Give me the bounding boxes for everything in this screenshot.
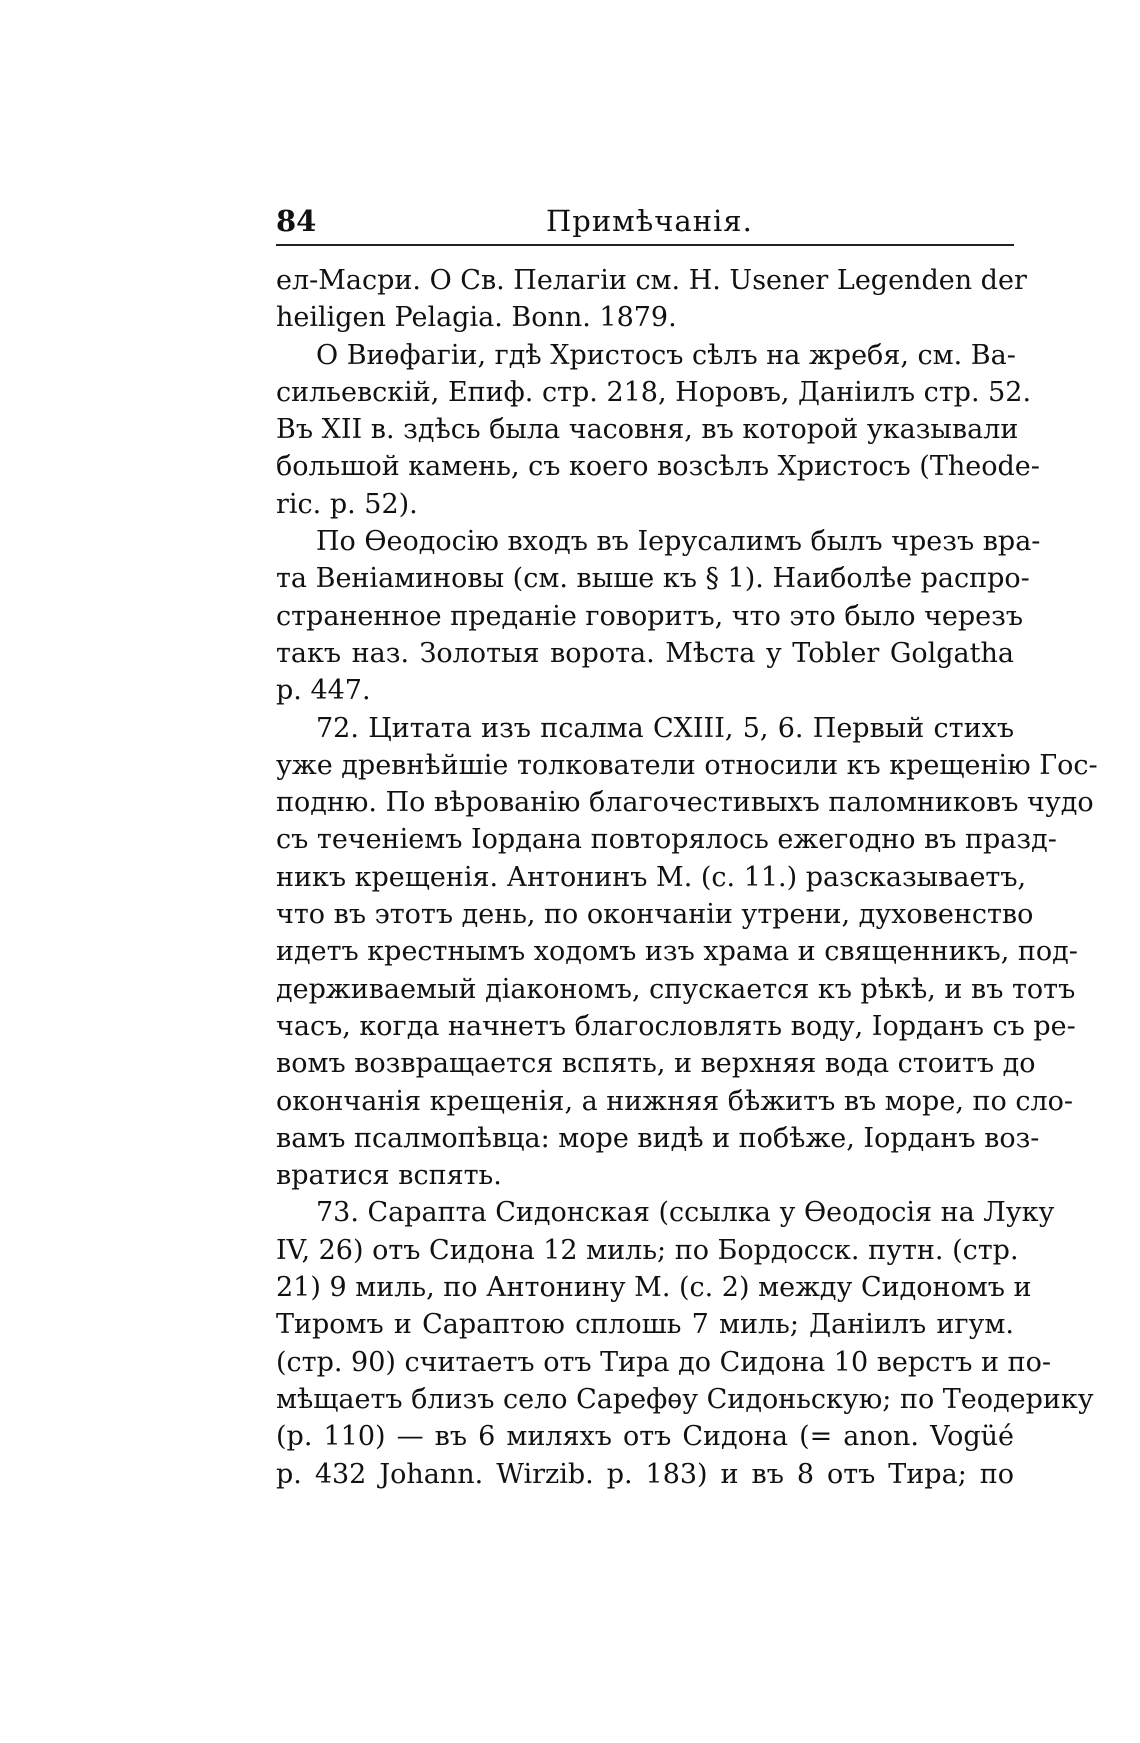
text-line: 21) 9 миль, по Антонину М. (с. 2) между Сидономъ и [276, 1272, 1032, 1304]
text-line: (стр. 90) считаетъ отъ Тира до Сидона 10 верстъ и по- [276, 1346, 1051, 1378]
text-line: p. 447. [276, 675, 371, 707]
text-line: heiligen Pelagia. Bonn. 1879. [276, 302, 677, 334]
text-line: окончанія крещенія, а нижняя бѣжитъ въ море, по сло- [276, 1085, 1073, 1117]
text-line: та Веніаминовы (см. выше къ § 1). Наиболѣе распро- [276, 563, 1030, 595]
page-number: 84 [276, 204, 317, 238]
text-line: никъ крещенія. Антонинъ М. (с. 11.) разсказываетъ, [276, 861, 1027, 893]
text-line: 72. Цитата изъ псалма CXIII, 5, 6. Первый стихъ [316, 712, 1014, 744]
text-line: сильевскій, Епиф. стр. 218, Норовъ, Даніилъ стр. 52. [276, 376, 1032, 408]
text-line: уже древнѣйшіе толкователи относили къ крещенію Гос- [276, 749, 1098, 781]
text-line: ric. p. 52). [276, 488, 418, 520]
text-line: подню. По вѣрованію благочестивыхъ паломниковъ чудо [276, 787, 1094, 819]
text-line: съ теченіемъ Іордана повторялось ежегодно въ празд- [276, 824, 1057, 856]
text-line: 73. Сарапта Сидонская (ссылка у Ѳеодосія на Луку [316, 1197, 1055, 1229]
text-line: что въ этотъ день, по окончаніи утрени, духовенство [276, 899, 1034, 931]
text-line: IV, 26) отъ Сидона 12 миль; по Бордосск. путн. (стр. [276, 1234, 1019, 1266]
note-text [276, 262, 1098, 1493]
text-line: такъ наз. Золотыя ворота. Мѣста у Tobler Golgatha [276, 637, 1014, 669]
text-line: Тиромъ и Сараптою сплошь 7 миль; Даніилъ игум. [276, 1309, 1014, 1341]
text-line: мѣщаетъ близъ село Сарефѳу Сидоньскую; по Теодерику [276, 1383, 1094, 1415]
text-line: вамъ псалмопѣвца: море видѣ и побѣже, Іорданъ воз- [276, 1122, 1040, 1154]
page-title: Примѣчанія. [546, 204, 753, 238]
text-line: страненное преданіе говоритъ, что это было черезъ [276, 600, 1024, 632]
text-line: часъ, когда начнетъ благословлять воду, Іорданъ съ ре- [276, 1010, 1076, 1042]
text-line: вомъ возвращается вспять, и верхняя вода стоитъ до [276, 1048, 1036, 1080]
text-line: (p. 110) — въ 6 миляхъ отъ Сидона (= anon. Vogüé [276, 1421, 1014, 1453]
text-line: О Виѳфагіи, гдѣ Христосъ сѣлъ на жребя, см. Ва- [316, 339, 1016, 371]
text-line: Въ XII в. здѣсь была часовня, въ которой указывали [276, 414, 1019, 446]
text-line: p. 432 Johann. Wirzib. p. 183) и въ 8 отъ Тира; по [276, 1458, 1014, 1490]
running-head [276, 204, 1014, 244]
text-line: идетъ крестнымъ ходомъ изъ храма и священникъ, под- [276, 936, 1078, 968]
header-rule [276, 244, 1014, 246]
text-line: ел-Масри. О Св. Пелагіи см. H. Usener Legenden der [276, 265, 1027, 296]
text-line: держиваемый діакономъ, спускается къ рѣкѣ, и въ тотъ [276, 973, 1076, 1005]
text-line: вратися вспять. [276, 1160, 502, 1192]
text-line: большой камень, съ коего возсѣлъ Христосъ (Theode- [276, 451, 1040, 483]
text-line: По Ѳеодосію входъ въ Іерусалимъ былъ чрезъ вра- [316, 526, 1041, 558]
